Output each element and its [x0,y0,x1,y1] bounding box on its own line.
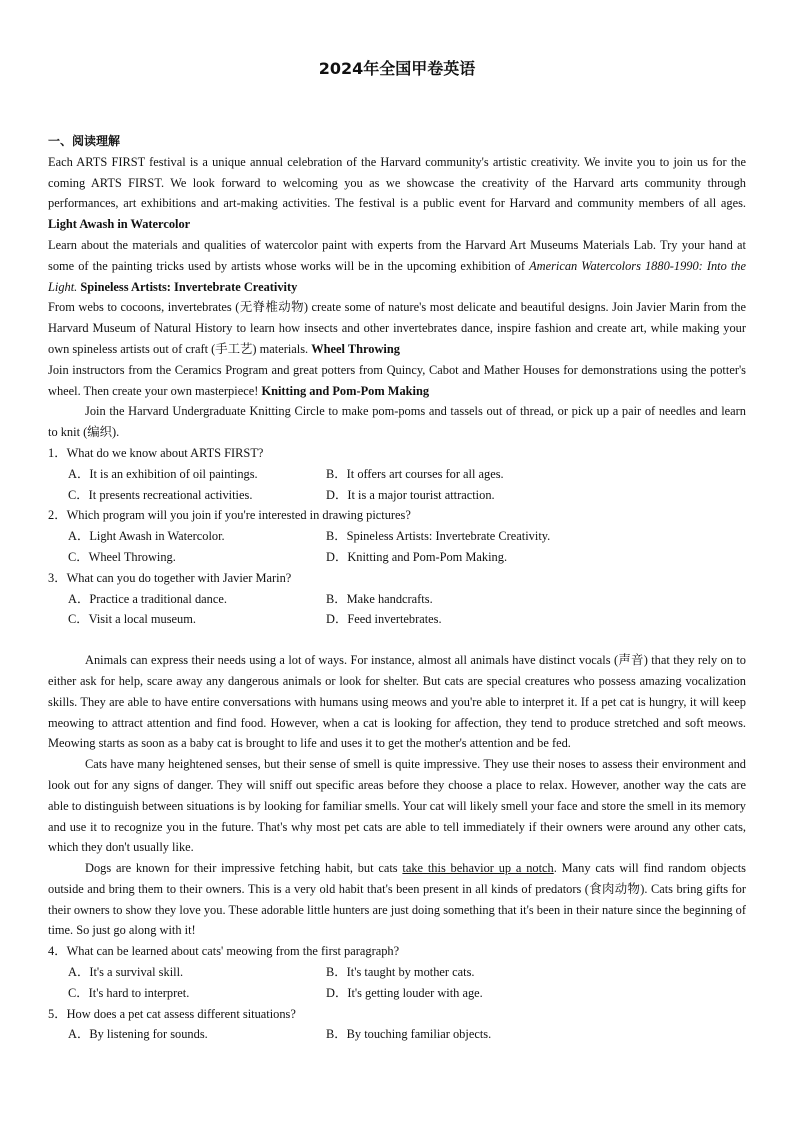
question-2 [48,505,746,567]
passage1-watercolor-paragraph [48,235,746,297]
passage2-paragraph-3 [48,858,746,941]
option-a: A．It is an exhibition of oil paintings. [68,466,258,481]
option-row [48,464,746,485]
option-b: B．It's taught by mother cats. [326,965,475,980]
passage1-wheel-paragraph [48,360,746,402]
passage1-heading-wheel: Wheel Throwing [311,341,400,356]
option-c: C．It presents recreational activities. [68,487,253,502]
document-body [48,131,746,1045]
option-b: B．Make handcrafts. [326,591,433,606]
option-d: D．It is a major tourist attraction. [326,487,495,502]
option-row [48,589,746,610]
paragraph-3-start: Dogs are known for their impressive fetching habit, but cats [85,861,403,876]
option-row [48,1024,746,1045]
option-a: A．It's a survival skill. [68,965,184,980]
option-b: B．By touching familiar objects. [326,1027,492,1042]
spineless-text: From webs to cocoons, invertebrates (无脊椎动物) create some of nature's most delicate and beautiful designs. Join Javier Marin from the Harvard Museum of Natural History to learn how insects and other invertebrates dance, inspire fashion and create art, while making your own spineless artists out of craft (手工艺) materials. [48,300,746,356]
paragraph-3-end: . Many cats will find random objects outside and bring them to their owners. This is a very old habit that's been present in all kinds of predators (食肉动物). Cats bring gifts for their owners to show they love you. These adorable little hunters are just doing something that it's been in their nature since the beginning of time. So just go along with it! [48,861,746,938]
passage1-knitting-paragraph: Join the Harvard Undergraduate Knitting Circle to make pom-poms and tassels out of thread, or pick up a pair of needles and learn to knit (编织). [48,404,746,440]
option-a: A．By listening for sounds. [68,1027,208,1042]
option-c: C．It's hard to interpret. [68,985,190,1000]
passage1-block [48,152,746,235]
option-a: A．Light Awash in Watercolor. [68,529,225,544]
question-stem: 3．What can you do together with Javier Marin? [48,570,292,585]
question-4 [48,941,746,1003]
option-row [48,547,746,568]
option-b: B．It offers art courses for all ages. [326,466,504,481]
option-d: D．Knitting and Pom-Pom Making. [326,549,508,564]
section-heading: 一、阅读理解 [48,134,121,148]
option-b: B．Spineless Artists: Invertebrate Creativity. [326,529,551,544]
question-3 [48,568,746,630]
page-title: 2024年全国甲卷英语 [318,59,476,78]
passage1-spineless-paragraph [48,297,746,359]
watercolor-text: Learn about the materials and qualities of watercolor paint with experts from the Harvard Art Museums Materials Lab. Try your hand at some of the painting tricks used by artists whose works will be in the upcoming exhibition of [48,237,746,273]
exhibition-title: American Watercolors 1880-1990: Into the Light. [48,258,746,294]
passage1-intro: Each ARTS FIRST festival is a unique annual celebration of the Harvard community's artistic creativity. We invite you to join us for the coming ARTS FIRST. We look forward to welcoming you as we showcase the creativity of the Harvard arts community through performances, art exhibitions and art-making activities. The festival is a public event for Harvard and community members of all ages. [48,154,746,211]
option-row [48,983,746,1004]
option-d: D．It's getting louder with age. [326,985,483,1000]
wheel-text: Join instructors from the Ceramics Program and great potters from Quincy, Cabot and Mather Houses for demonstrations using the potter's wheel. Then create your own masterpiece! [48,362,746,398]
option-c: C．Wheel Throwing. [68,549,176,564]
option-a: A．Practice a traditional dance. [68,591,227,606]
question-stem: 2．Which program will you join if you're interested in drawing pictures? [48,508,411,523]
underlined-phrase: take this behavior up a notch [402,861,554,876]
option-row [48,962,746,983]
question-stem: 1．What do we know about ARTS FIRST? [48,445,264,460]
passage1-heading-spineless: Spineless Artists: Invertebrate Creativity [80,279,298,294]
option-row [48,526,746,547]
passage1-heading-knitting: Knitting and Pom-Pom Making [261,383,430,398]
option-row [48,609,746,630]
question-stem: 4．What can be learned about cats' meowing from the first paragraph? [48,944,400,959]
option-row [48,485,746,506]
question-1 [48,443,746,505]
passage2-paragraph-1: Animals can express their needs using a lot of ways. For instance, almost all animals have distinct vocals (声音) that they rely on to either ask for help, scare away any dangerous animals or look for shelter. But cats are special creatures who possess amazing vocalization skills. They are able to have entire conversations with humans using meows and you're able to interpret it. If a pet cat is hungry, it will keep meowing to attract attention and find food. However, when a cat is looking for affection, they tend to produce stretched and soft meows. Meowing starts as soon as a baby cat is brought to life and uses it to get the mother's attention and be fed. [48,653,746,751]
option-c: C．Visit a local museum. [68,612,196,627]
option-d: D．Feed invertebrates. [326,612,442,627]
spacer [48,630,746,650]
question-5 [48,1004,746,1046]
passage1-heading-watercolor: Light Awash in Watercolor [48,217,191,232]
passage2-paragraph-2: Cats have many heightened senses, but their sense of smell is quite impressive. They use their noses to assess their environment and look out for any signs of danger. They will sniff out specific areas before they choose a place to relax. However, another way the cats are able to distinguish between situations is by looking for familiar smells. Your cat will likely smell your face and store the smell in its memory and use it to recognize you in the future. That's why most pet cats are able to tell immediately if their owners were around any other cats, which they don't usually like. [48,757,746,855]
question-stem: 5．How does a pet cat assess different situations? [48,1006,296,1021]
